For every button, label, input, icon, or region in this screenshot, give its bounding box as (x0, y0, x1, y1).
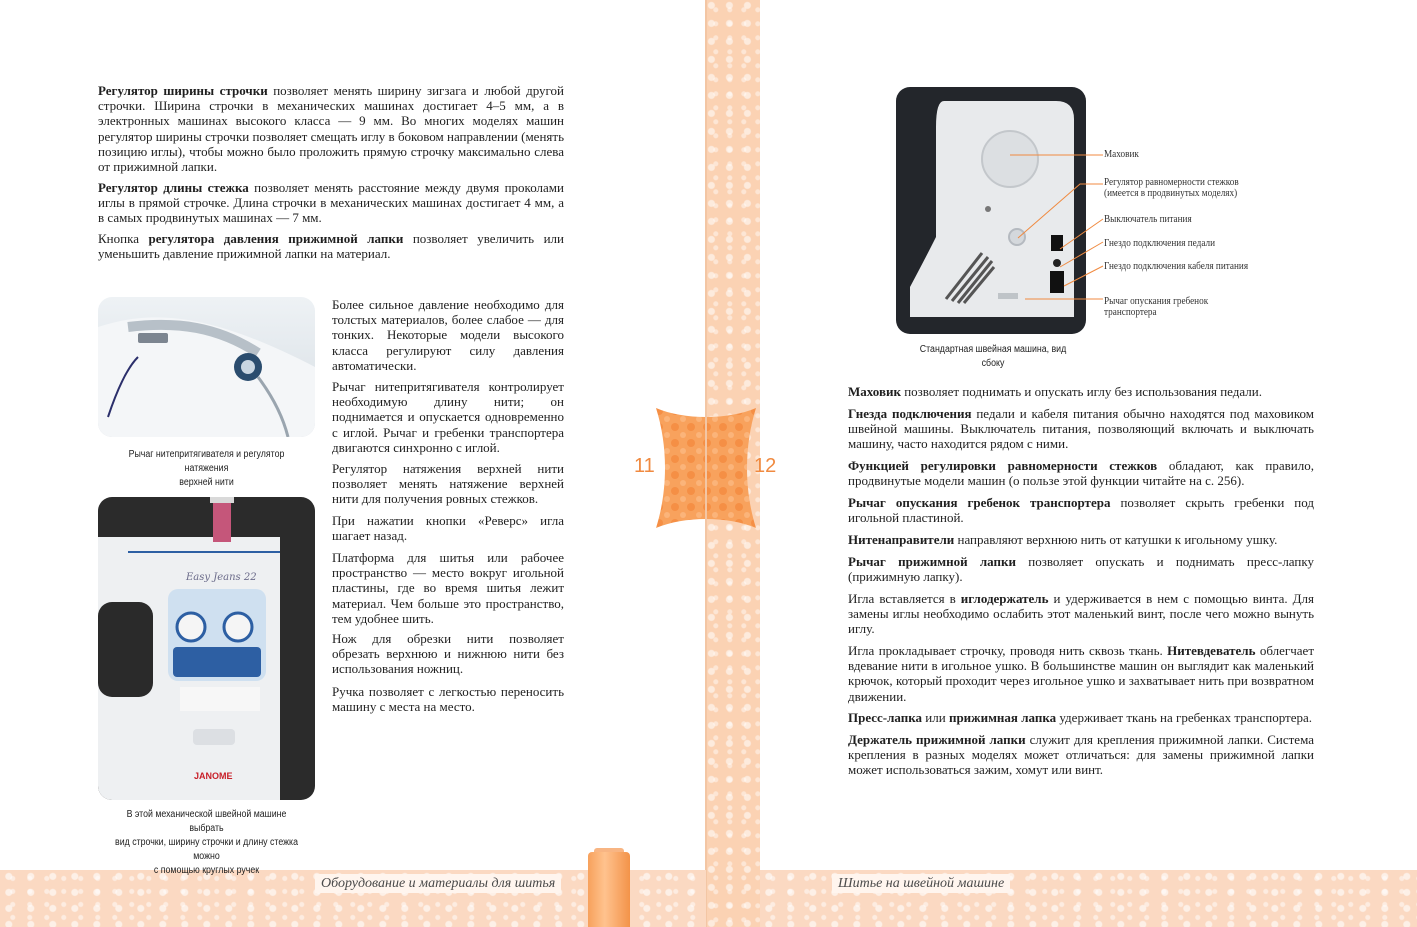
handwheel-paragraph (848, 384, 1314, 399)
caption-line: Рычаг нитепритягивателя и регулятор натяжения (128, 449, 285, 474)
term: Регулятор ширины строчки (98, 83, 268, 98)
right-footer-title: Шитье на швейной машине (832, 874, 1010, 893)
take-up-lever-illustration (98, 297, 315, 437)
foot-holder-paragraph (848, 732, 1314, 778)
term: Держатель прижимной лапки (848, 732, 1026, 747)
caption-line: верхней нити (179, 477, 234, 488)
term: Гнезда подключения (848, 406, 972, 421)
column-paragraph: Регулятор натяжения верхней нити позволяет менять натяжение верхней нити для получения ровных стежков. (332, 461, 564, 507)
left-footer-title: Оборудование и материалы для шитья (315, 874, 561, 893)
callout-line: Гнездо подключения педали (1104, 238, 1216, 249)
callout-line: (имеется в продвинутых моделях) (1104, 188, 1238, 199)
paragraph-text: позволяет увеличить или уменьшить давление прижимной лапки на материал. (98, 231, 564, 262)
caption-line: вид строчки, ширину строчки и длину стежка можно (115, 837, 298, 862)
machine-model-label: Easy Jeans 22 (186, 572, 257, 583)
callout-line: Регулятор равномерности стежков (1104, 177, 1239, 188)
callout-leader-lines (1000, 140, 1110, 320)
callout-line: Рычаг опускания гребенок (1104, 296, 1209, 307)
paragraph-text: служит для крепления прижимной лапки. Система крепления в разных моделях может отличаться: для замены прижимной лапки может использоваться зажим, хомут или винт. (848, 732, 1314, 778)
callout-line: транспортера (1104, 307, 1157, 318)
left-page-number: 11 (634, 455, 655, 477)
column-paragraph: Рычаг нитепритягивателя контролирует необходимую длину нити; он поднимается и опускается одновременно с иглой. Рычаг и гребенки транспортера двигаются синхронно с иглой. (332, 379, 564, 455)
presser-foot-paragraph (848, 710, 1314, 725)
paragraph-prefix: Игла прокладывает строчку, проводя нить сквозь ткань. (848, 643, 1168, 658)
presser-lever-paragraph (848, 554, 1314, 584)
feed-dog-paragraph (848, 495, 1314, 525)
machine-brand-label: JANOME (194, 771, 233, 781)
term: Нитевдеватель (1167, 643, 1256, 658)
take-up-lever-photo (98, 297, 315, 437)
paragraph-text: направляют верхнюю нить от катушки к игольному ушку. (954, 532, 1278, 547)
column-paragraph: Более сильное давление необходимо для толстых материалов, более слабое — для тонких. Некоторые модели высокого класса регулируют силу давления автоматически. (332, 297, 564, 373)
column-paragraph: Нож для обрезки нити позволяет обрезать верхнюю и нижнюю нити без использования ножниц. (332, 631, 564, 677)
callout-line: Маховик (1104, 149, 1139, 160)
presser-pressure-paragraph (98, 231, 564, 261)
column-paragraph: При нажатии кнопки «Реверс» игла шагает назад. (332, 513, 564, 544)
term: Пресс-лапка (848, 710, 923, 725)
paragraph-text: удерживает ткань на гребенках транспортера. (1056, 710, 1313, 725)
term: Нитенаправители (848, 532, 955, 547)
paragraph-text: позволяет менять расстояние между двумя проколами иглы в прямой строчке. Длина строчки в механических машинах достигает 4 мм, а в самых продвинутых машинах — 7 мм. (98, 180, 564, 226)
term: Рычаг опускания гребенок транспортера (848, 495, 1111, 510)
paragraph-prefix: или (922, 710, 949, 725)
term: Маховик (848, 384, 901, 399)
paragraph-text: и удерживается в нем с помощью винта. Для замены иглы необходимо ослабить этот маленький винт, после чего можно вынуть иглу. (848, 591, 1314, 637)
column-paragraph: Платформа для шитья или рабочее пространство — место вокруг игольной пластины, где во время шитья лежит материал. Чем больше это пространство, тем удобнее шить. (332, 550, 564, 626)
stitch-regulation-paragraph (848, 458, 1314, 488)
caption-janome-machine (111, 808, 302, 878)
janome-machine-photo (98, 497, 315, 800)
right-page-number: 12 (754, 455, 777, 477)
caption-take-up-lever (111, 448, 302, 490)
term: прижимная лапка (948, 710, 1057, 725)
thread-guides-paragraph (848, 532, 1314, 547)
callout-stitch-regulator (1104, 177, 1239, 199)
callout-line: Выключатель питания (1104, 214, 1192, 225)
paragraph-text: обладают, как правило, продвинутые модели машин (о пользе этой функции читайте на с. 256). (848, 458, 1314, 489)
callout-pedal-socket (1104, 238, 1215, 249)
term: Рычаг прижимной лапки (848, 554, 1016, 569)
caption-line: В этой механической швейной машине выбрать (126, 809, 287, 834)
callout-feed-dog-lever (1104, 296, 1208, 318)
caption-machine-side: Стандартная швейная машина, вид сбоку (919, 344, 1067, 369)
callout-handwheel (1104, 149, 1139, 160)
caption-line: с помощью круглых ручек (153, 865, 260, 876)
callout-line: Гнездо подключения кабеля питания (1104, 261, 1249, 272)
term: Функцией регулировки равномерности стежков (848, 458, 1158, 473)
bobbin-icon (654, 406, 758, 530)
stitch-length-paragraph (98, 180, 564, 226)
thread-spool-icon (588, 852, 630, 927)
paragraph-text: позволяет скрыть гребенки под игольной пластиной. (848, 495, 1315, 526)
callout-power-socket (1104, 261, 1248, 272)
paragraph-prefix: Кнопка (98, 231, 149, 246)
column-paragraph: Ручка позволяет с легкостью переносить машину с места на место. (332, 684, 564, 715)
callout-power-switch (1104, 214, 1192, 225)
width-regulator-paragraph (98, 83, 564, 174)
paragraph-text: позволяет менять ширину зигзага и любой другой строчки. Ширина строчки в механических машинах достигает 4–5 мм, а в электронных машинах высокого класса — 9 мм. Во многих моделях машин регулятор ширины строчки позволяет смещать иглу в боковом направлении (менять позицию иглы), чтобы можно было проложить прямую строчку максимально слева от прижимной лапки. (98, 83, 564, 175)
term: регулятора давления прижимной лапки (148, 231, 404, 246)
needle-clamp-paragraph (848, 591, 1314, 637)
sockets-paragraph (848, 406, 1314, 452)
term: Регулятор длины стежка (98, 180, 249, 195)
paragraph-prefix: Игла вставляется в (848, 591, 961, 606)
janome-machine-illustration (98, 497, 315, 800)
term: иглодержатель (960, 591, 1049, 606)
paragraph-text: облегчает вдевание нити в игольное ушко. В большинстве машин он выглядит как маленький крючок, который проходит через игольное ушко и захватывает нить при возвратном движении. (848, 643, 1314, 704)
paragraph-text: позволяет опускать и поднимать пресс-лапку (прижимную лапку). (848, 554, 1314, 585)
paragraph-text: позволяет поднимать и опускать иглу без использования педали. (900, 384, 1262, 399)
paragraph-text: педали и кабеля питания обычно находятся под маховиком швейной машины. Выключатель питания, позволяющий включать и выключать машину, часто находится рядом с ними. (848, 406, 1314, 452)
threader-paragraph (848, 643, 1314, 704)
